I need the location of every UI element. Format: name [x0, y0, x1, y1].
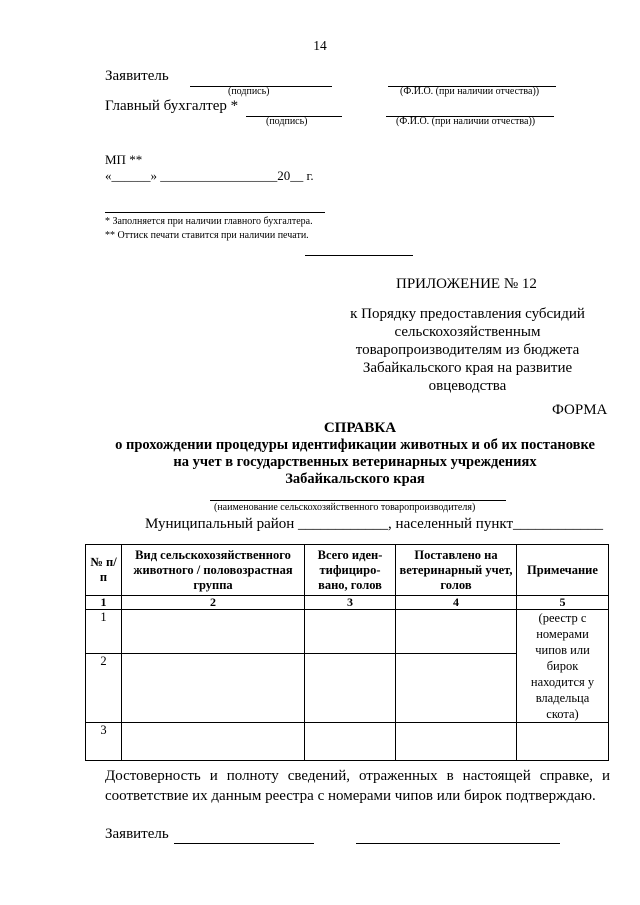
registered-cell: [396, 610, 517, 654]
applicant-label: Заявитель: [105, 68, 169, 84]
row-number: 3: [86, 723, 122, 761]
appendix-line: Забайкальского края на развитие: [362, 360, 573, 376]
form-label: ФОРМА: [552, 402, 608, 418]
signature-caption: (подпись): [228, 86, 270, 97]
date-line: «______» __________________20__ г.: [105, 168, 314, 183]
accountant-signature-caption: (подпись): [266, 116, 308, 127]
appendix-text: [335, 305, 600, 395]
appendix-line: овцеводства: [428, 378, 507, 394]
producer-line: [210, 500, 506, 501]
bottom-fio-line: [356, 843, 560, 844]
identified-cell: [305, 723, 396, 761]
producer-caption: (наименование сельскохозяйственного товаропроизводителя): [214, 502, 476, 513]
column-number: 1: [86, 596, 122, 610]
registered-cell: [396, 654, 517, 723]
accountant-fio-caption: (Ф.И.О. (при наличии отчества)): [396, 116, 536, 127]
fio-caption: (Ф.И.О. (при наличии отчества)): [400, 86, 540, 97]
stamp-label: МП **: [105, 152, 143, 167]
footnote-separator: [105, 212, 325, 213]
table-row: [86, 723, 609, 761]
header-animal-type: Вид сельскохозяйственного животного / половозрастная группа: [122, 545, 305, 596]
appendix-line: товаропроизводителям из бюджета: [355, 342, 580, 358]
identified-cell: [305, 610, 396, 654]
footnote-1: * Заполняется при наличии главного бухгалтера.: [105, 216, 313, 227]
chief-accountant-label: Главный бухгалтер *: [105, 98, 239, 114]
doc-title: СПРАВКА: [323, 420, 397, 436]
note-cell: (реестр с номерами чипов или бирок находится у владельца скота): [517, 610, 609, 723]
identification-table: [85, 544, 609, 761]
bottom-signature-line: [174, 843, 314, 844]
row-number: 2: [86, 654, 122, 723]
doc-title-line-4: Забайкальского края: [285, 471, 425, 487]
bottom-applicant-label: Заявитель: [105, 826, 169, 842]
header-registered: Поставлено на ветеринарный учет, голов: [396, 545, 517, 596]
note-cell: [517, 723, 609, 761]
animal-type-cell: [122, 723, 305, 761]
identified-cell: [305, 654, 396, 723]
footnote-2: ** Оттиск печати ставится при наличии печати.: [105, 230, 309, 241]
municipality-line: Муниципальный район ____________, населенный пункт____________: [145, 516, 603, 532]
column-number: 4: [396, 596, 517, 610]
appendix-line: сельскохозяйственным: [394, 324, 541, 340]
row-number: 1: [86, 610, 122, 654]
column-number: 3: [305, 596, 396, 610]
header-identified: Всего иден-тифициро-вано, голов: [305, 545, 396, 596]
appendix-line: к Порядку предоставления субсидий: [350, 306, 585, 322]
animal-type-cell: [122, 654, 305, 723]
column-number: 5: [517, 596, 609, 610]
animal-type-cell: [122, 610, 305, 654]
header-number: № п/п: [86, 545, 122, 596]
header-note: Примечание: [517, 545, 609, 596]
registered-cell: [396, 723, 517, 761]
section-separator: [305, 255, 413, 256]
column-number: 2: [122, 596, 305, 610]
appendix-title: ПРИЛОЖЕНИЕ № 12: [396, 276, 537, 292]
table-header-row: [86, 545, 609, 596]
doc-title-line-2: о прохождении процедуры идентификации животных и об их постановке: [115, 437, 595, 453]
column-numbers-row: [86, 596, 609, 610]
doc-title-line-3: на учет в государственных ветеринарных учреждениях: [173, 454, 537, 470]
page-number: 14: [313, 38, 327, 53]
table-row: [86, 610, 609, 654]
confirmation-text: Достоверность и полноту сведений, отраженных в настоящей справке, и соответствие их данным реестра с номерами чипов или бирок подтверждаю.: [105, 768, 610, 804]
